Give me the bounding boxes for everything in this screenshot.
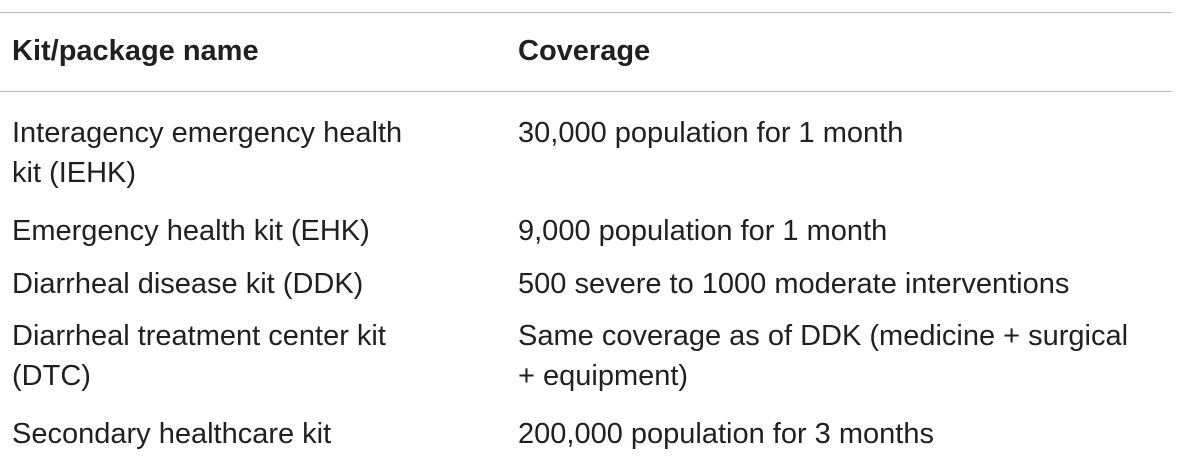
kit-name-line: Diarrheal treatment center kit [12,320,386,352]
coverage-cell [518,264,1200,304]
coverage-line: 9,000 population for 1 month [518,215,888,247]
kit-name-line: kit (IEHK) [12,157,137,189]
coverage-line: 200,000 population for 3 months [518,418,934,450]
kit-name-line: (DTC) [12,360,91,392]
coverage-line: 500 severe to 1000 moderate interventions [518,268,1070,300]
kit-name-cell [12,211,482,251]
coverage-line: 30,000 population for 1 month [518,117,904,149]
kit-name-line: Interagency emergency health [12,117,403,149]
coverage-cell [518,316,1200,396]
coverage-line: Same coverage as of DDK (medicine + surgical [518,320,1129,352]
column-header-coverage: Coverage [518,35,651,67]
kit-name-line: Emergency health kit (EHK) [12,215,370,247]
table-header-rule [0,91,1172,92]
kit-name-cell [12,414,482,454]
kit-name-cell [12,264,482,304]
table-top-rule [0,12,1172,13]
kit-name-line: Diarrheal disease kit (DDK) [12,268,364,300]
kit-name-line: Secondary healthcare kit [12,418,332,450]
coverage-line: + equipment) [518,360,689,392]
kit-name-cell [12,113,482,193]
coverage-cell [518,211,1200,251]
kit-name-cell [12,316,482,396]
coverage-cell [518,113,1200,153]
coverage-cell [518,414,1200,454]
column-header-kit-name: Kit/package name [12,35,259,67]
